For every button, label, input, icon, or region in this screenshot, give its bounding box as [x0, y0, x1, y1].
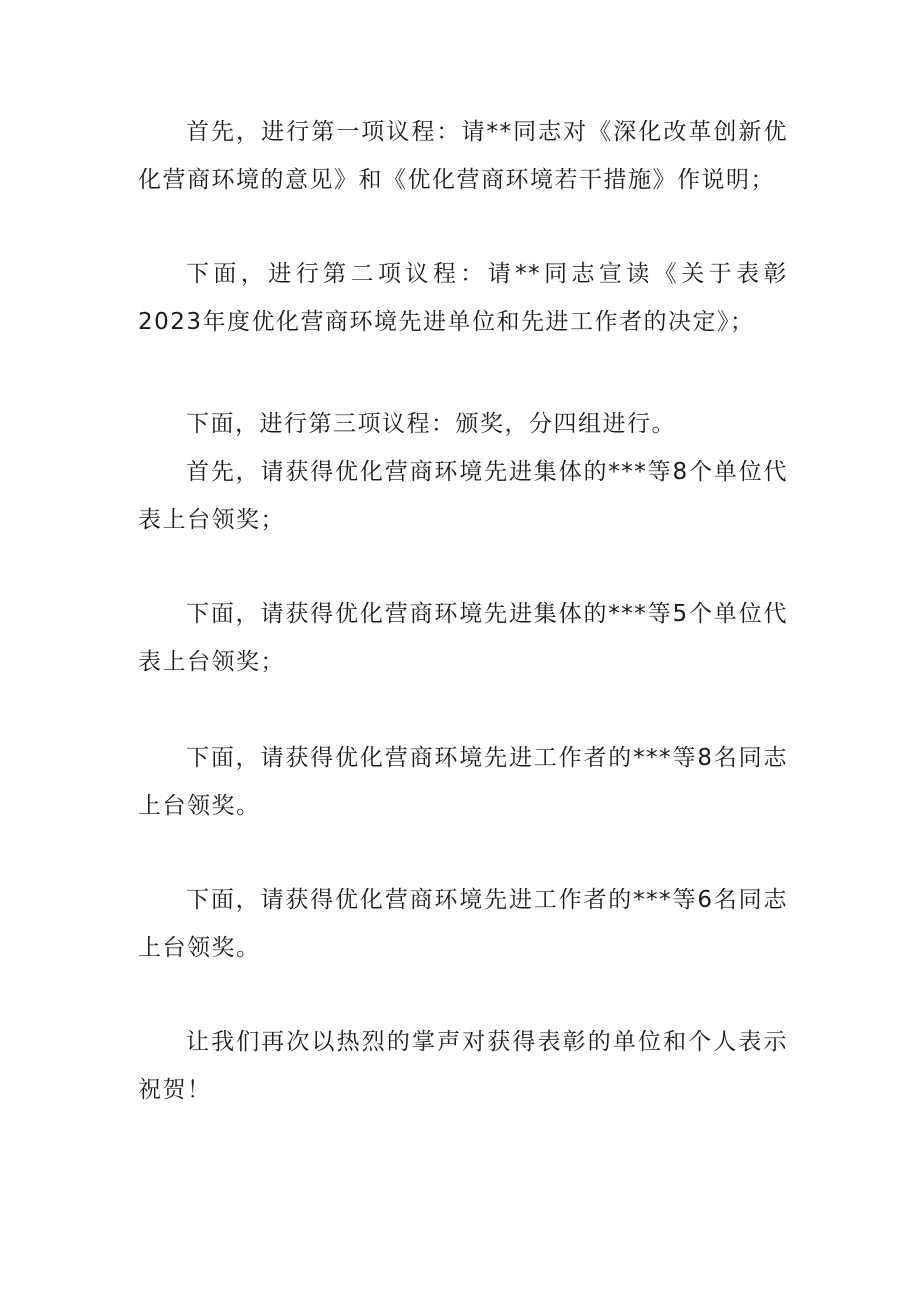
paragraph-award-group-3: 下面，请获得优化营商环境先进工作者的***等8名同志上台领奖。 — [138, 745, 788, 819]
paragraph-closing: 让我们再次以热烈的掌声对获得表彰的单位和个人表示祝贺！ — [138, 1029, 788, 1103]
paragraph-award-group-4: 下面，请获得优化营商环境先进工作者的***等6名同志上台领奖。 — [138, 887, 788, 961]
paragraph-agenda-item-1: 首先，进行第一项议程：请**同志对《深化改革创新优化营商环境的意见》和《优化营商环境若干措施》作说明； — [138, 119, 788, 193]
paragraph-agenda-item-2: 下面，进行第二项议程：请**同志宣读《关于表彰2023年度优化营商环境先进单位和先进工作者的决定》； — [138, 261, 788, 335]
paragraph-award-group-2: 下面，请获得优化营商环境先进集体的***等5个单位代表上台领奖； — [138, 601, 788, 675]
paragraph-agenda-item-3: 下面，进行第三项议程：颁奖，分四组进行。 — [186, 411, 676, 437]
paragraph-award-group-1: 首先，请获得优化营商环境先进集体的***等8个单位代表上台领奖； — [138, 459, 788, 533]
